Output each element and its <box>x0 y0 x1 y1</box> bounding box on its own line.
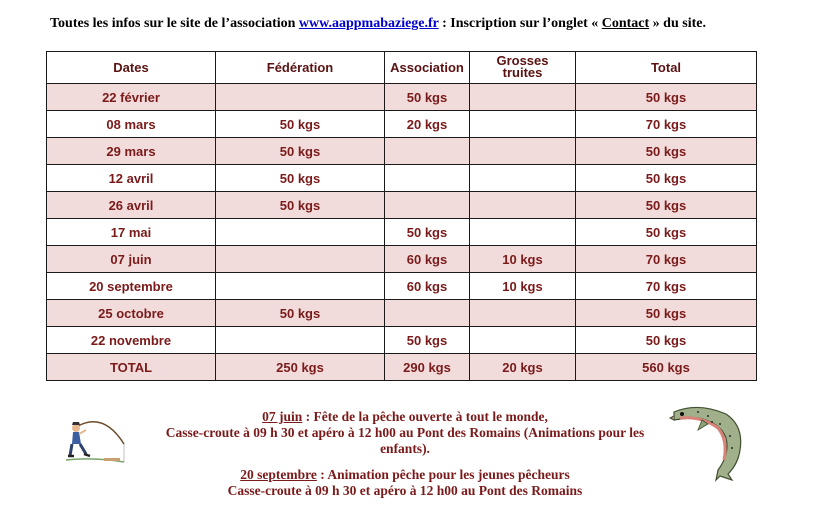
header-federation: Fédération <box>216 52 385 84</box>
note-juin-line2: Casse-croute à 09 h 30 et apéro à 12 h00 au Pont des Romains (Animations pour les enfants). <box>165 425 645 456</box>
header-middle: : Inscription sur l’onglet « <box>438 16 602 31</box>
cell-association: 50 kgs <box>385 84 470 111</box>
cell-federation <box>216 273 385 300</box>
cell-federation <box>216 84 385 111</box>
note-juin-line1: : Fête de la pêche ouverte à tout le monde, <box>302 409 548 424</box>
table-row <box>47 111 757 138</box>
cell-date: 08 mars <box>47 111 216 138</box>
cell-grosses-truites-total: 20 kgs <box>470 354 576 381</box>
cell-association: 50 kgs <box>385 219 470 246</box>
cell-federation <box>216 327 385 354</box>
cell-association: 60 kgs <box>385 273 470 300</box>
table-total-row <box>47 354 757 381</box>
cell-federation <box>216 219 385 246</box>
table-header-row <box>47 52 757 84</box>
cell-total: 50 kgs <box>576 138 757 165</box>
cell-grosses-truites <box>470 192 576 219</box>
cell-total: 50 kgs <box>576 192 757 219</box>
cell-date: 29 mars <box>47 138 216 165</box>
cell-federation: 50 kgs <box>216 192 385 219</box>
note-sept-line1: : Animation pêche pour les jeunes pêcheurs <box>316 467 570 482</box>
header-dates: Dates <box>47 52 216 84</box>
table-row <box>47 246 757 273</box>
cell-association: 50 kgs <box>385 327 470 354</box>
cell-grosses-truites <box>470 111 576 138</box>
cell-federation: 50 kgs <box>216 300 385 327</box>
cell-grosses-truites <box>470 300 576 327</box>
cell-total: 50 kgs <box>576 165 757 192</box>
cell-grosses-truites <box>470 327 576 354</box>
header-grosses-truites <box>470 52 576 84</box>
header-association: Association <box>385 52 470 84</box>
note-juin <box>140 409 670 457</box>
table-row <box>47 300 757 327</box>
table-row <box>47 84 757 111</box>
cell-association <box>385 165 470 192</box>
cell-grosses-truites <box>470 84 576 111</box>
header-total: Total <box>576 52 757 84</box>
table-row <box>47 273 757 300</box>
cell-federation: 50 kgs <box>216 111 385 138</box>
header-grosses-truites-label: Grosses truites <box>496 53 549 80</box>
cell-association-total: 290 kgs <box>385 354 470 381</box>
cell-total: 50 kgs <box>576 219 757 246</box>
cell-grosses-truites <box>470 165 576 192</box>
table-row <box>47 327 757 354</box>
cell-total: 50 kgs <box>576 300 757 327</box>
cell-total: 50 kgs <box>576 327 757 354</box>
cell-association: 20 kgs <box>385 111 470 138</box>
cell-federation: 50 kgs <box>216 138 385 165</box>
cell-total-label: TOTAL <box>47 354 216 381</box>
cell-association: 60 kgs <box>385 246 470 273</box>
cell-total: 50 kgs <box>576 84 757 111</box>
cell-date: 12 avril <box>47 165 216 192</box>
cell-association <box>385 192 470 219</box>
cell-grosses-truites <box>470 138 576 165</box>
header-info <box>50 16 810 32</box>
header-prefix: Toutes les infos sur le site de l’association <box>50 16 299 31</box>
cell-total: 70 kgs <box>576 246 757 273</box>
cell-grosses-truites <box>470 219 576 246</box>
cell-federation-total: 250 kgs <box>216 354 385 381</box>
website-link[interactable]: www.aappmabaziege.fr <box>298 16 439 31</box>
cell-date: 22 novembre <box>47 327 216 354</box>
cell-date: 20 septembre <box>47 273 216 300</box>
contact-link[interactable]: Contact <box>601 16 650 31</box>
cell-grand-total: 560 kgs <box>576 354 757 381</box>
cell-total: 70 kgs <box>576 111 757 138</box>
cell-federation <box>216 246 385 273</box>
cell-date: 26 avril <box>47 192 216 219</box>
note-sept-line2: Casse-croute à 09 h 30 et apéro à 12 h00 au Pont des Romains <box>227 483 583 498</box>
cell-date: 25 octobre <box>47 300 216 327</box>
table-row <box>47 165 757 192</box>
table-row <box>47 192 757 219</box>
cell-date: 22 février <box>47 84 216 111</box>
cell-date: 07 juin <box>47 246 216 273</box>
note-septembre <box>140 467 670 499</box>
cell-grosses-truites: 10 kgs <box>470 273 576 300</box>
cell-federation: 50 kgs <box>216 165 385 192</box>
trout-icon <box>668 402 750 482</box>
cell-grosses-truites: 10 kgs <box>470 246 576 273</box>
schedule-table <box>46 51 757 381</box>
header-suffix: » du site. <box>649 16 706 31</box>
fisherman-icon <box>64 414 136 470</box>
note-sept-date: 20 septembre <box>240 467 317 482</box>
cell-total: 70 kgs <box>576 273 757 300</box>
cell-date: 17 mai <box>47 219 216 246</box>
cell-association <box>385 300 470 327</box>
cell-association <box>385 138 470 165</box>
note-juin-date: 07 juin <box>262 409 303 424</box>
table-row <box>47 219 757 246</box>
table-row <box>47 138 757 165</box>
event-notes <box>140 409 670 499</box>
